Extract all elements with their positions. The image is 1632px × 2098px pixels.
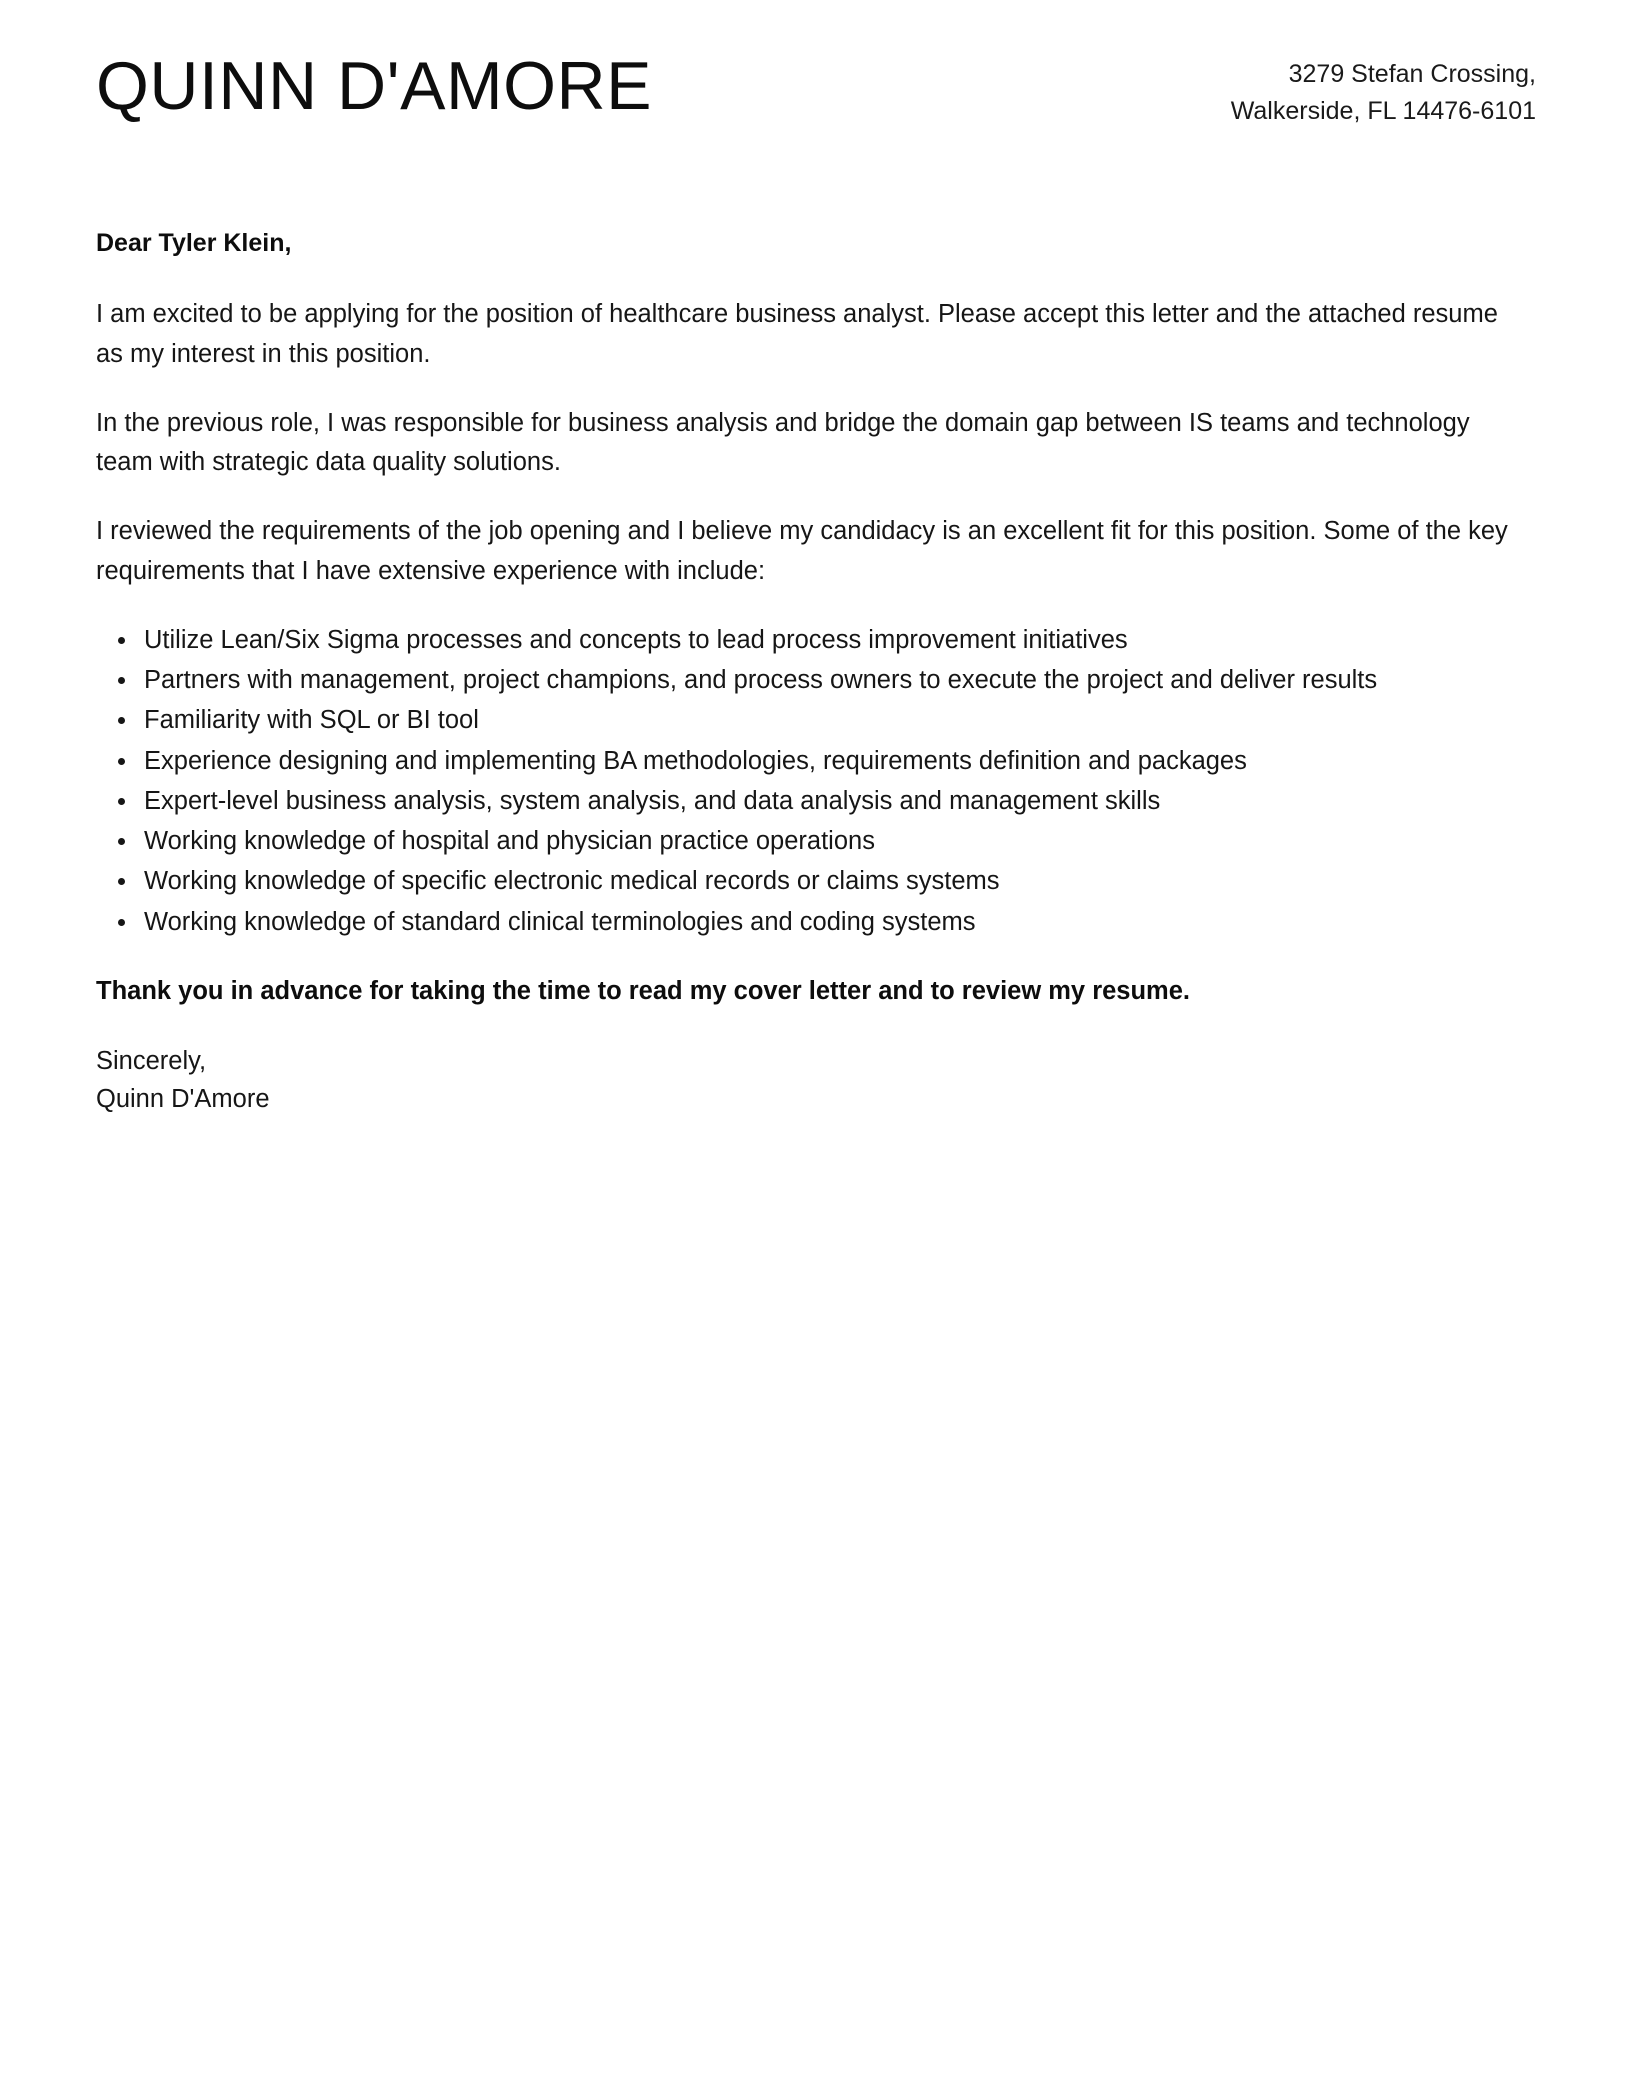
body-paragraph-1: I am excited to be applying for the position of healthcare business analyst. Please accept this letter and the attached resume as my interest in this position. — [96, 300, 1498, 368]
applicant-address — [1231, 44, 1536, 129]
list-item: Experience designing and implementing BA methodologies, requirements definition and packages — [96, 742, 1534, 781]
letter-header — [96, 0, 1536, 129]
salutation: Dear Tyler Klein, — [96, 229, 292, 257]
body-paragraph-2: In the previous role, I was responsible for business analysis and bridge the domain gap between IS teams and technology team with strategic data quality solutions. — [96, 408, 1470, 477]
applicant-name: QUINN D'AMORE — [96, 48, 652, 124]
address-line-2: Walkerside, FL 14476-6101 — [1230, 96, 1536, 125]
list-item: Expert-level business analysis, system analysis, and data analysis and management skills — [96, 782, 1534, 821]
letter-content — [96, 0, 1536, 1119]
list-item: Familiarity with SQL or BI tool — [96, 701, 1534, 740]
letter-body — [96, 225, 1536, 1119]
sign-off: Sincerely, — [96, 1047, 207, 1076]
signature-block — [96, 1042, 1536, 1119]
list-item: Working knowledge of hospital and physician practice operations — [96, 822, 1534, 861]
thank-you-statement: Thank you in advance for taking the time to read my cover letter and to review my resume. — [96, 976, 1190, 1005]
signature-name: Quinn D'Amore — [96, 1085, 270, 1114]
list-item: Utilize Lean/Six Sigma processes and concepts to lead process improvement initiatives — [96, 621, 1534, 660]
requirements-list — [96, 621, 1536, 942]
list-item: Working knowledge of standard clinical terminologies and coding systems — [96, 903, 1534, 942]
body-paragraph-3: I reviewed the requirements of the job opening and I believe my candidacy is an excellent fit for this position. Some of the key requirements that I have extensive experience with include: — [96, 517, 1508, 585]
list-item: Partners with management, project champions, and process owners to execute the project and deliver results — [96, 661, 1534, 700]
list-item: Working knowledge of specific electronic medical records or claims systems — [96, 862, 1534, 901]
address-line-1: 3279 Stefan Crossing, — [1288, 60, 1536, 88]
